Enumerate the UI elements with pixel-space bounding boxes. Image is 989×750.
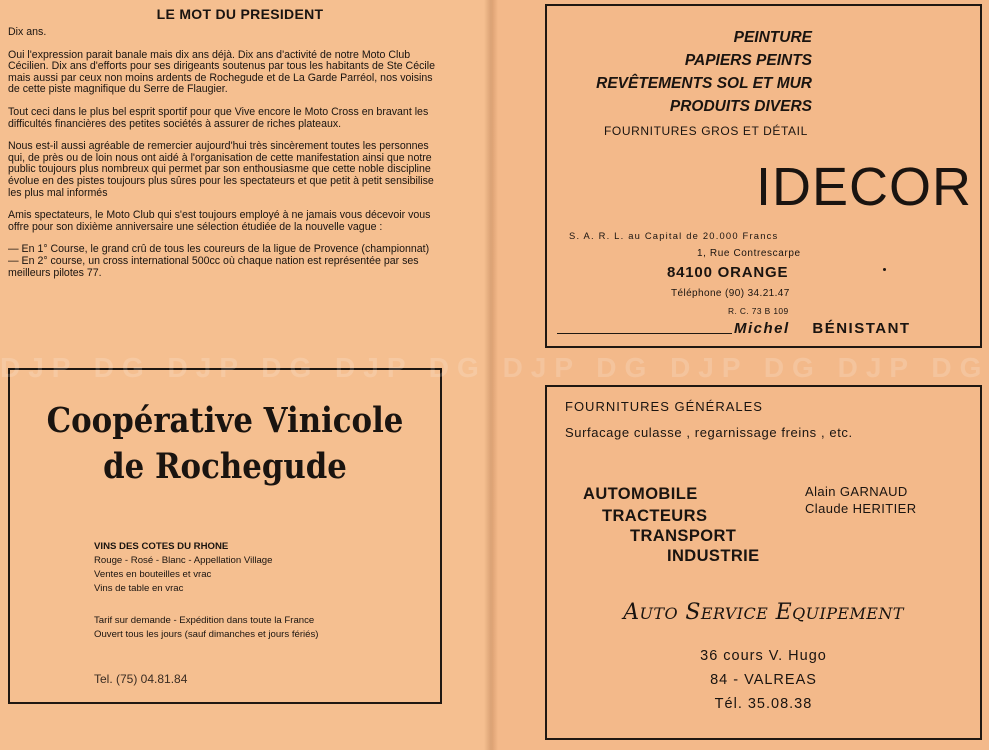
- ase-city: 84 - VALREAS: [710, 672, 817, 688]
- ase-phone: Tél. 35.08.38: [714, 696, 813, 712]
- paragraph-1: Oui l'expression parait banale mais dix ans déjà. Dix ans d'activité de notre Moto Club Cécilien. Dix ans d'efforts pour ses dirigeants soutenus par tous les habitants de Ste Cécile mais aussi par ceux non moins ardents de Rochegude et de La Garde Parréol, nos voisins de cette piste magnifique du Serre de Flaugier.: [8, 48, 435, 96]
- ase-category-4: INDUSTRIE: [667, 547, 760, 565]
- ase-fournitures: FOURNITURES GÉNÉRALES: [565, 399, 763, 414]
- paragraph-2: Tout ceci dans le plus bel esprit sportif pour que Vive encore le Moto Cross en bravant les difficultés financières des petites sociétés à assurer de riches plateaux.: [8, 105, 429, 130]
- idecor-line-4: PRODUITS DIVERS: [669, 98, 812, 115]
- ase-address: [547, 644, 980, 716]
- ase-category-1: AUTOMOBILE: [583, 485, 698, 503]
- cooperative-ad: [8, 368, 442, 704]
- ase-title-e: E: [775, 600, 793, 625]
- coop-phone: Tel. (75) 04.81.84: [94, 672, 188, 686]
- idecor-city: 84100 ORANGE: [667, 264, 789, 281]
- idecor-sarl: S. A. R. L. au Capital de 20.000 Francs: [569, 230, 779, 241]
- coop-tarif: [94, 614, 318, 642]
- owner-rule: [557, 333, 732, 334]
- idecor-street: 1, Rue Contrescarpe: [697, 248, 801, 259]
- idecor-logo: IDECOR: [755, 157, 972, 217]
- owner-first-name: Michel: [734, 320, 790, 337]
- coop-title-line-2: de Rochegude: [103, 446, 347, 487]
- greeting: Dix ans.: [8, 26, 47, 38]
- ase-category-3: TRANSPORT: [630, 527, 737, 545]
- idecor-rc: R. C. 73 B 109: [728, 306, 789, 316]
- ase-services: Surfacage culasse , regarnissage freins , etc.: [565, 425, 853, 440]
- ase-title-a: A: [623, 600, 640, 625]
- ase-title-quipement: QUIPEMENT: [792, 604, 904, 623]
- idecor-line-1: PEINTURE: [733, 29, 812, 46]
- ase-category-2: TRACTEURS: [602, 507, 708, 525]
- coop-line-3: Vins de table en vrac: [94, 583, 184, 594]
- coop-heading: VINS DES COTES DU RHONE: [94, 541, 229, 552]
- owner-last-name: BÉNISTANT: [812, 320, 911, 337]
- course-2: — En 2° course, un cross international 500cc où chaque nation est représentée par ses meilleurs pilotes 77.: [8, 254, 419, 279]
- coop-tarif-line: Tarif sur demande - Expédition dans toute la France: [94, 615, 315, 626]
- coop-open-line: Ouvert tous les jours (sauf dimanches et jours fériés): [94, 629, 319, 640]
- president-title: LE MOT DU PRESIDENT: [156, 6, 324, 22]
- ase-title-s: S: [685, 600, 701, 625]
- coop-line-2: Ventes en bouteilles et vrac: [94, 569, 212, 580]
- ase-title-ervice: ERVICE: [700, 604, 769, 623]
- page-fold: [484, 0, 498, 750]
- ase-contacts: [805, 483, 916, 517]
- coop-title-line-1: Coopérative Vinicole: [46, 400, 404, 441]
- ase-title-uto: UTO: [639, 604, 678, 623]
- idecor-fournitures: FOURNITURES GROS ET DÉTAIL: [604, 124, 808, 138]
- idecor-line-3: REVÊTEMENTS SOL ET MUR: [596, 75, 812, 92]
- paragraph-4: Amis spectateurs, le Moto Club qui s'est toujours employé à ne jamais vous décevoir vous offre pour son dixième anniversaire une sélection étudiée de la nouvelle vague :: [8, 209, 431, 233]
- ase-title: [547, 600, 980, 625]
- course-1: — En 1° Course, le grand crû de tous les coureurs de la ligue de Provence (championnat): [8, 243, 430, 256]
- paragraph-3: Nous est-il aussi agréable de remercier aujourd'hui très sincèrement toutes les personnes qui, de près ou de loin nous ont aidé à l'organisation de cette manifestation ainsi que notre public toujours plus nombreux qui permet par son enthousiasme que cette noble discipline évolue en des pistes toujours plus sûres pour les spectateurs et que petit à petit sensibilise les plus mal informés: [8, 140, 434, 199]
- president-text: [8, 27, 446, 279]
- left-page: [0, 0, 492, 750]
- ase-street: 36 cours V. Hugo: [700, 648, 827, 664]
- idecor-line-2: PAPIERS PEINTS: [684, 52, 812, 69]
- ase-contact-2: Claude HERITIER: [805, 501, 917, 516]
- idecor-products: [596, 26, 812, 118]
- coop-title: [36, 398, 414, 490]
- idecor-owner: [734, 320, 911, 337]
- coop-info: [94, 540, 272, 596]
- ase-contact-1: Alain GARNAUD: [805, 484, 908, 499]
- idecor-phone: Téléphone (90) 34.21.47: [671, 288, 790, 299]
- idecor-ad: [545, 4, 982, 348]
- coop-line-1: Rouge - Rosé - Blanc - Appellation Village: [94, 555, 273, 566]
- speck: [883, 268, 886, 271]
- auto-service-ad: [545, 385, 982, 740]
